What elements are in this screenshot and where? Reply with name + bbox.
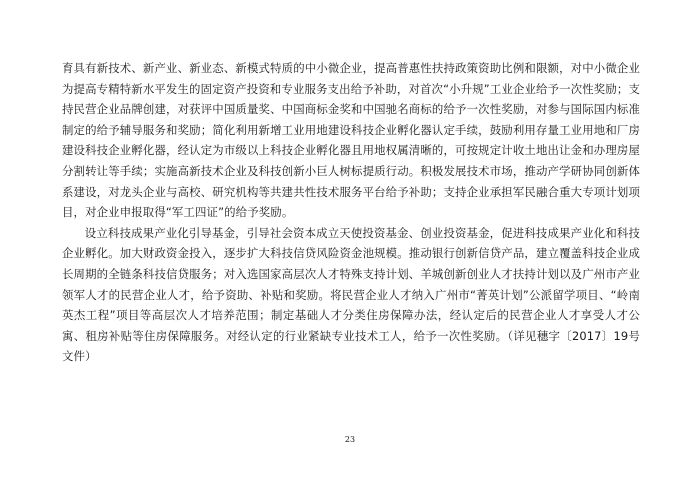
body-text (62, 58, 640, 367)
paragraph-tech-fund: 设立科技成果产业化引导基金，引导社会资本成立天使投资基金、创业投资基金，促进科技成果产业化和科技企业孵化。加大财政资金投入，逐步扩大科技信贷风险资金池规模。推动银行创新信贷产品，建立覆盖科技企业成长周期的全链条科技信贷服务；对入选国家高层次人才特殊支持计划、羊城创新创业人才扶持计划以及广州市产业领军人才的民营企业人才，给予资助、补贴和奖励。将民营企业人才纳入广州市“菁英计划”公派留学项目、“岭南英杰工程”项目等高层次人才培养范围；制定基础人才分类住房保障办法，经认定后的民营企业人才享受人才公寓、租房补贴等住房保障服务。对经认定的行业紧缺专业技术工人，给予一次性奖励。（详见穗字〔2017〕19号文件） (62, 225, 640, 364)
page-number: 23 (344, 435, 356, 444)
paragraph-continued: 育具有新技术、新产业、新业态、新模式特质的中小微企业，提高普惠性扶持政策资助比例和限额，对中小微企业为提高专精特新水平发生的固定资产投资和专业服务支出给予补助，对首次“小升规”工业企业给予一次性奖励；支持民营企业品牌创建，对获评中国质量奖、中国商标金奖和中国驰名商标的给予一次性奖励，对参与国际国内标准制定的给予辅导服务和奖励；简化利用新增工业用地建设科技企业孵化器认定手续，鼓励利用存量工业用地和厂房建设科技企业孵化器，经认定为市级以上科技企业孵化器且用地权属清晰的，可按规定计收土地出让金和办理房屋分割转让等手续；实施高新技术企业及科技创新小巨人树标提质行动。积极发展技术市场，推动产学研协同创新体系建设，对龙头企业与高校、研究机构等共建共性技术服务平台给予补助；支持企业承担军民融合重大专项计划项目，对企业申报取得“军工四证”的给予奖励。 (62, 61, 640, 220)
